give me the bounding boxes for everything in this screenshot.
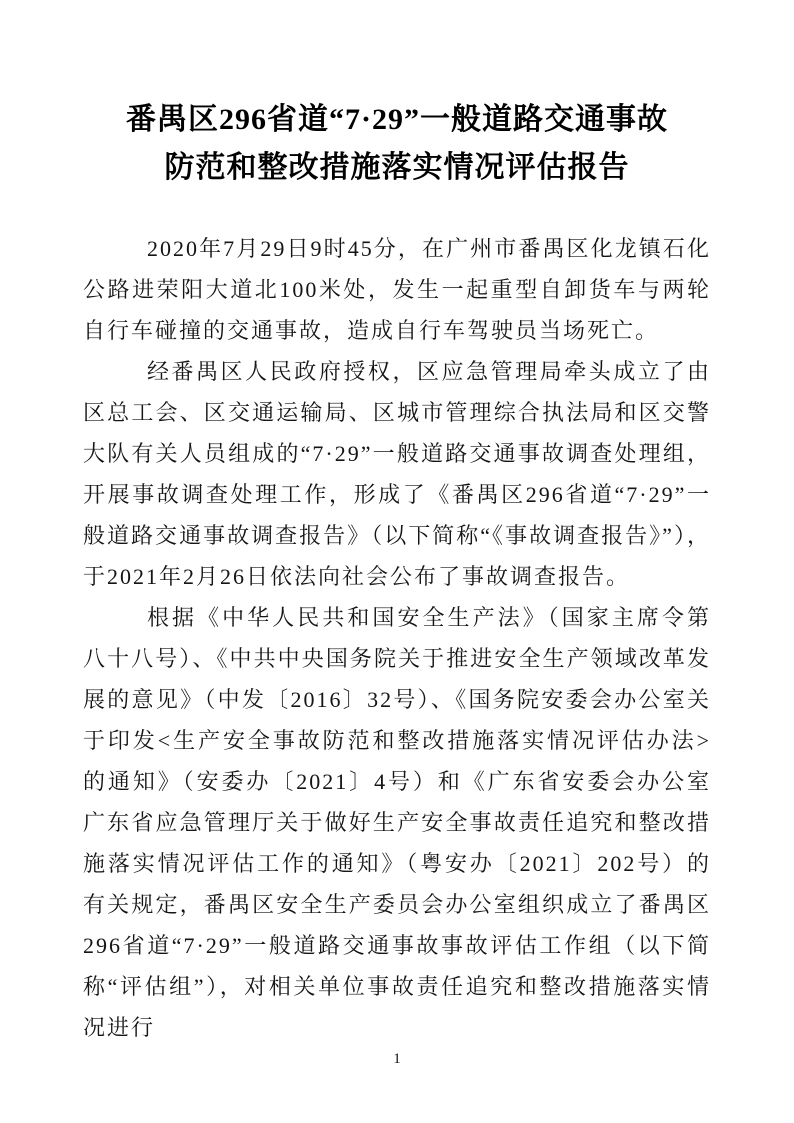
- paragraph-accident-summary: 2020年7月29日9时45分，在广州市番禺区化龙镇石化公路进荣阳大道北100米处，发生一起重型自卸货车与两轮自行车碰撞的交通事故，造成自行车驾驶员当场死亡。: [83, 236, 711, 343]
- title-line-2: 防范和整改措施落实情况评估报告: [164, 151, 630, 184]
- document-title: [0, 0, 794, 192]
- paragraph-legal-basis: 根据《中华人民共和国安全生产法》（国家主席令第八十八号）、《中共中央国务院关于推进安全生产领域改革发展的意见》（中发〔2016〕32号）、《国务院安委会办公室关于印发<生产安全事故防范和整改措施落实情况评估办法>的通知》（安委办〔2021〕4号）和《广东省安委会办公室 广东省应急管理厅关于做好生产安全事故责任追究和整改措施落实情况评估工作的通知》（粤安办〔2021〕202号）的有关规定，番禺区安全生产委员会办公室组织成立了番禺区296省道“7·29”一般道路交通事故事故评估工作组（以下简称“评估组”），对相关单位事故责任追究和整改措施落实情况进行: [83, 605, 736, 1040]
- document-body: [83, 228, 736, 1048]
- paragraph-investigation-group: 经番禺区人民政府授权，区应急管理局牵头成立了由区总工会、区交通运输局、区城市管理综合执法局和区交警大队有关人员组成的“7·29”一般道路交通事故调查处理组，开展事故调查处理工作，形成了《番禺区296省道“7·29”一般道路交通事故调查报告》（以下简称“《事故调查报告》”），于2021年2月26日依法向社会公布了事故调查报告。: [83, 359, 711, 589]
- title-line-1: 番禺区296省道“7·29”一般道路交通事故: [125, 103, 668, 136]
- page-number: 1: [393, 1051, 401, 1067]
